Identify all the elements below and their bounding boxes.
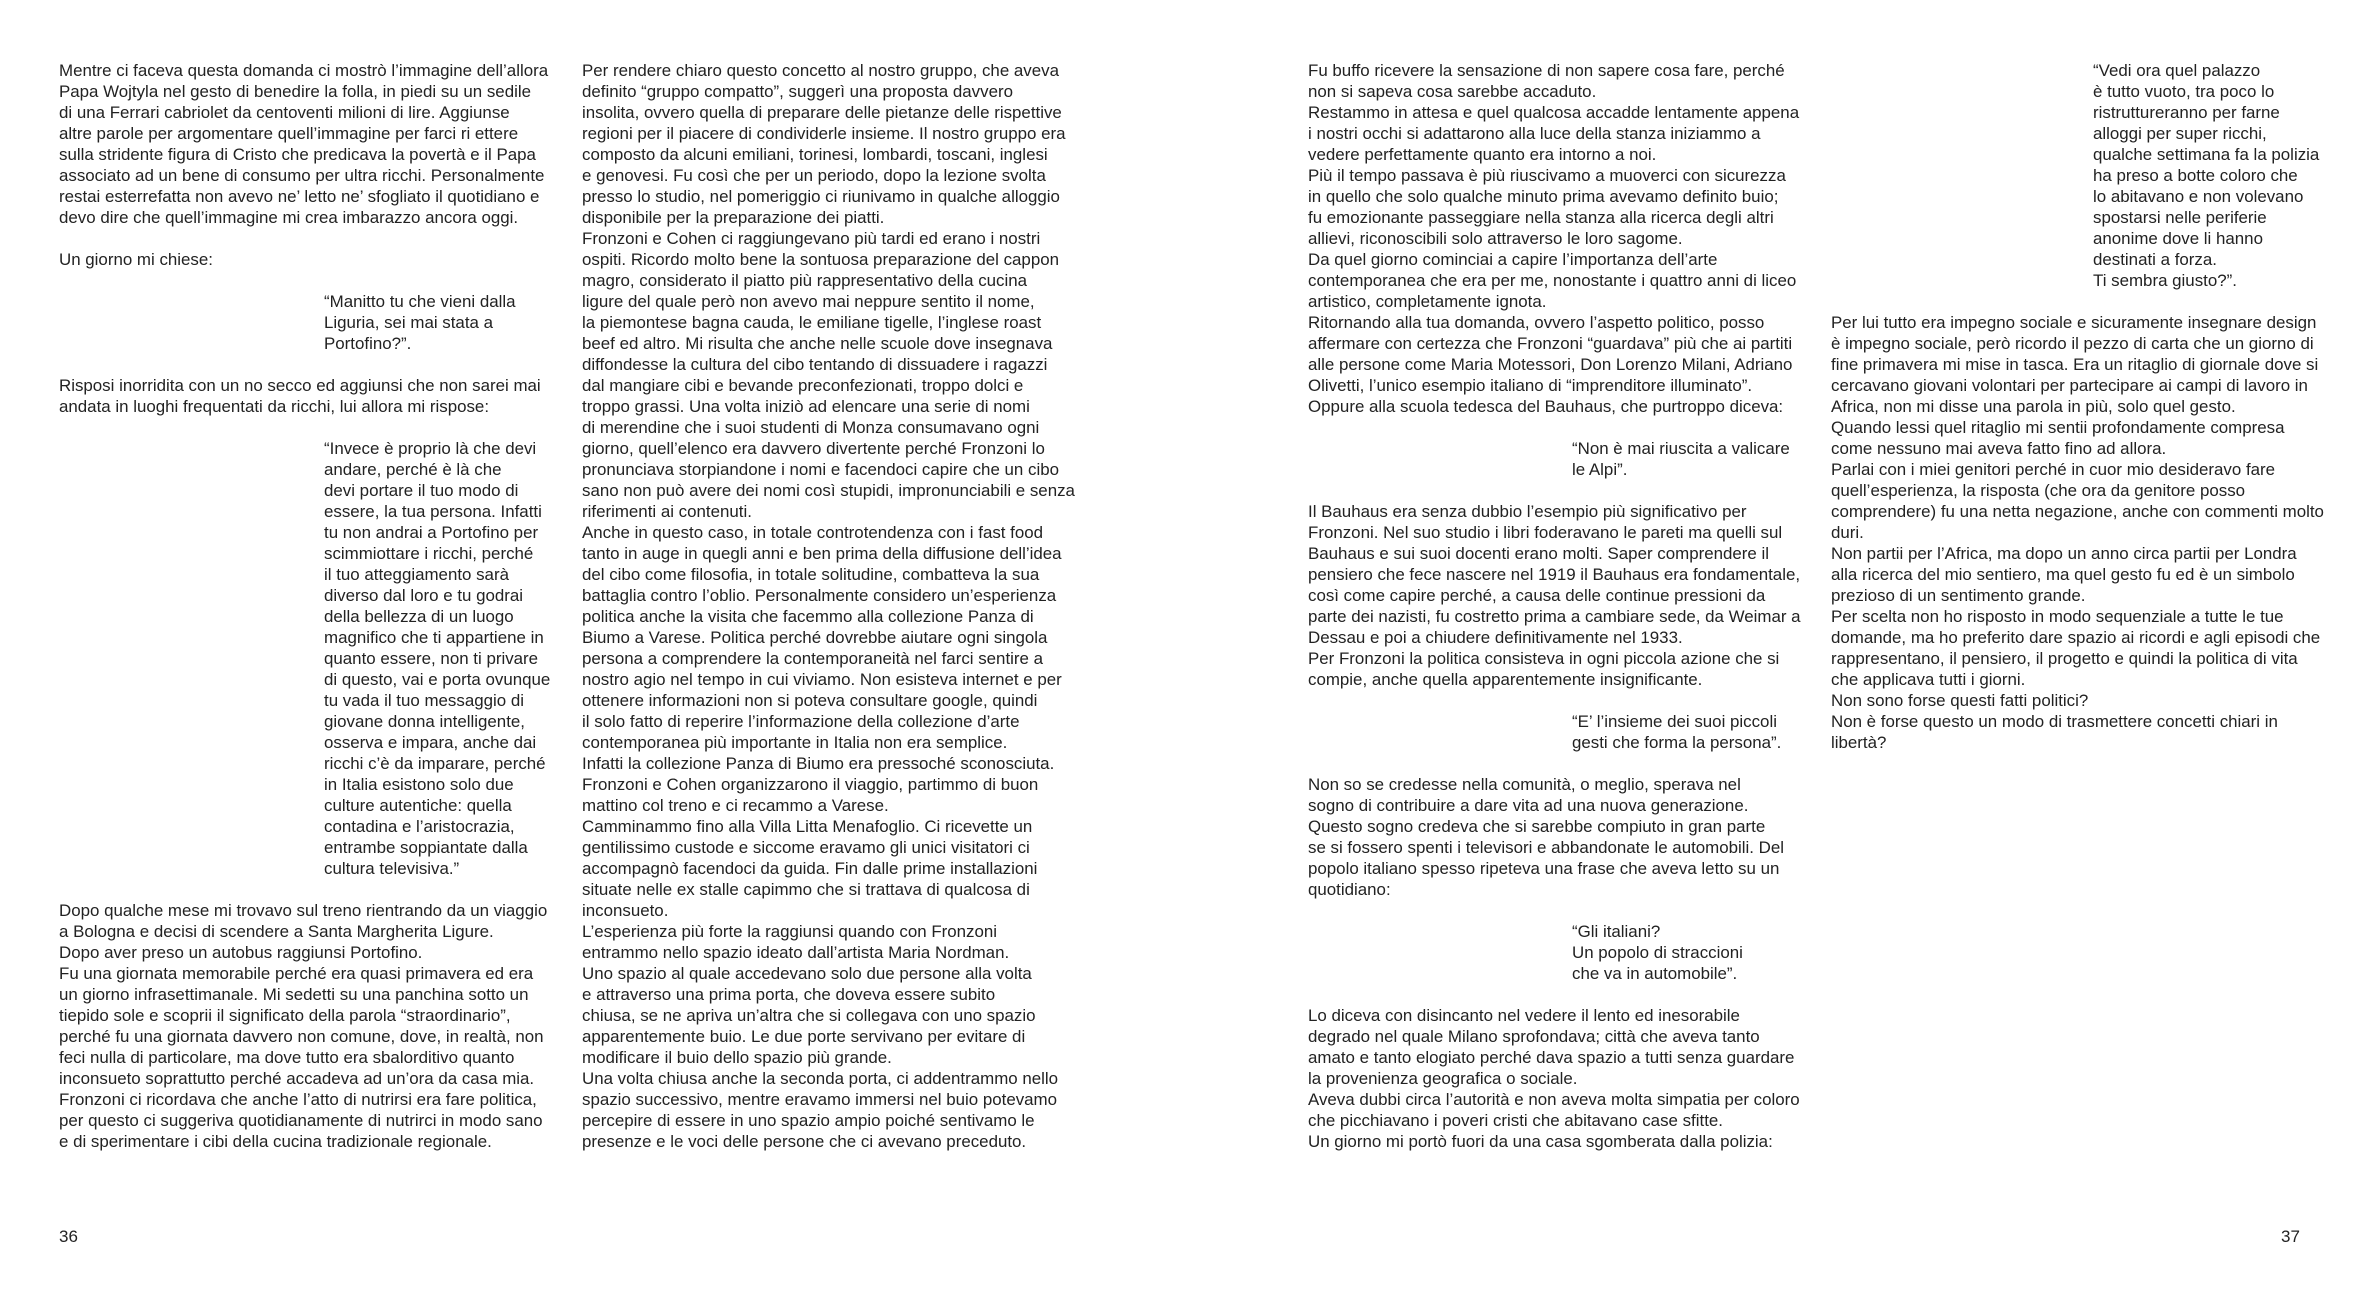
quotation: “E’ l’insieme dei suoi piccoli gesti che forma la persona”. — [1572, 712, 1782, 752]
paragraph: Mentre ci faceva questa domanda ci mostrò l’immagine dell’allora Papa Wojtyla nel gesto di benedire la folla, in piedi su un sedile di una Ferrari cabriolet da centoventi milioni di lire. Aggiunse altre parole per argomentare quell’immagine per farci ri ettere sulla stridente figura di Cristo che predicava la povertà e il Papa associato ad un bene di consumo per ultra ricchi. Personalmente restai esterrefatta non avevo ne’ letto ne’ sfogliato il quotidiano e devo dire che quell’immagine mi crea imbarazzo ancora oggi. — [59, 61, 549, 227]
page-number-left: 36 — [59, 1227, 78, 1246]
quotation: “Vedi ora quel palazzo è tutto vuoto, tra poco lo ristruttureranno per farne alloggi per super ricchi, qualche settimana fa la polizia ha preso a botte coloro che lo abitavano e non volevano spostarsi nelle periferie anonime dove li hanno destinati a forza. Ti sembra giusto?”. — [2093, 61, 2320, 290]
right-page-column-2 — [1831, 60, 2331, 753]
paragraph: Il Bauhaus era senza dubbio l’esempio più significativo per Fronzoni. Nel suo studio i libri foderavano le pareti ma quelli sul Bauhaus e sui suoi docenti erano molti. Saper comprendere il pensiero che fece nascere nel 1919 il Bauhaus era fondamentale, così come capire perché, a causa delle continue pressioni da parte dei nazisti, fu costretto prima a cambiare sede, da Weimar a Dessau e poi a chiudere definitivamente nel 1933. Per Fronzoni la politica consisteva in ogni piccola azione che si compie, anche quella apparentemente insignificante. — [1308, 502, 1801, 689]
page-number-right: 37 — [2281, 1227, 2300, 1246]
quotation: “Non è mai riuscita a valicare le Alpi”. — [1572, 439, 1790, 479]
paragraph: Risposi inorridita con un no secco ed aggiunsi che non sarei mai andata in luoghi frequentati da ricchi, lui allora mi rispose: — [59, 376, 541, 416]
left-page-column-2 — [582, 60, 1082, 1152]
paragraph: Lo diceva con disincanto nel vedere il lento ed inesorabile degrado nel quale Milano sprofondava; città che aveva tanto amato e tanto elogiato perché dava spazio a tutti senza guardare la provenienza geografica o sociale. Aveva dubbi circa l’autorità e non aveva molta simpatia per coloro che picchiavano i poveri cristi che abitavano case sfitte. Un giorno mi portò fuori da una casa sgomberata dalla polizia: — [1308, 1006, 1800, 1151]
paragraph: Non so se credesse nella comunità, o meglio, sperava nel sogno di contribuire a dare vita ad una nuova generazione. Questo sogno credeva che si sarebbe compiuto in gran parte se si fossero spenti i televisori e abbandonate le automobili. Del popolo italiano spesso ripeteva una frase che aveva letto su un quotidiano: — [1308, 775, 1785, 899]
left-page-column-1 — [59, 60, 559, 1152]
paragraph: Un giorno mi chiese: — [59, 250, 213, 269]
quotation: “Manitto tu che vieni dalla Liguria, sei mai stata a Portofino?”. — [324, 292, 516, 353]
quotation: “Gli italiani? Un popolo di straccioni che va in automobile”. — [1572, 922, 1743, 983]
paragraph: Dopo qualche mese mi trovavo sul treno rientrando da un viaggio a Bologna e decisi di scendere a Santa Margherita Ligure. Dopo aver preso un autobus raggiunsi Portofino. Fu una giornata memorabile perché era quasi primavera ed era un giorno infrasettimanale. Mi sedetti su una panchina sotto un tiepido sole e scoprii il significato della parola “straordinario”, perché fu una giornata davvero non comune, dove, in realtà, non feci nulla di particolare, ma dove tutto era sbalorditivo quanto inconsueto soprattutto perché accadeva ad un’ora da casa mia. Fronzoni ci ricordava che anche l’atto di nutrirsi era fare politica, per questo ci suggeriva quotidianamente di nutrirci in modo sano e di sperimentare i cibi della cucina tradizionale regionale. — [59, 901, 548, 1151]
quotation: “Invece è proprio là che devi andare, perché è là che devi portare il tuo modo di essere, la tua persona. Infatti tu non andrai a Portofino per scimmiottare i ricchi, perché il tuo atteggiamento sarà diverso dal loro e tu godrai della bellezza di un luogo magnifico che ti appartiene in quanto essere, non ti privare di questo, vai e porta ovunque tu vada il tuo messaggio di giovane donna intelligente, osserva e impara, anche dai ricchi c’è da imparare, perché in Italia esistono solo due culture autentiche: quella contadina e l’aristocrazia, entrambe soppiantate dalla cultura televisiva.” — [324, 439, 551, 878]
paragraph: Per rendere chiaro questo concetto al nostro gruppo, che aveva definito “gruppo compatto”, suggerì una proposta davvero insolita, ovvero quella di preparare delle pietanze delle rispettive regioni per il piacere di condividerle insieme. Il nostro gruppo era composto da alcuni emiliani, torinesi, lombardi, toscani, inglesi e genovesi. Fu così che per un periodo, dopo la lezione svolta presso lo studio, nel pomeriggio ci riunivamo in qualche alloggio disponibile per la preparazione dei piatti. Fronzoni e Cohen ci raggiungevano più tardi ed erano i nostri ospiti. Ricordo molto bene la sontuosa preparazione del cappon magro, considerato il piatto più rappresentativo della cucina ligure del quale però non avevo mai neppure sentito il nome, la piemontese bagna cauda, le emiliane tigelle, l’inglese roast beef ed altro. Mi risulta che anche nelle scuole dove insegnava diffondesse la cultura del cibo tentando di dissuadere i ragazzi dal mangiare cibi e bevande preconfezionati, troppo dolci e troppo grassi. Una volta iniziò ad elencare una serie di nomi di merendine che i suoi studenti di Monza consumavano ogni giorno, quell’elenco era davvero divertente perché Fronzoni lo pronunciava storpiandone i nomi e facendoci capire che un cibo sano non può avere dei nomi così stupidi, impronunciabili e senza riferimenti ai contenuti. Anche in questo caso, in totale controtendenza con i fast food tanto in auge in quegli anni e ben prima della diffusione dell’idea del cibo come filosofia, in totale solitudine, combatteva la sua battaglia contro l’oblio. Personalmente considero un’esperienza politica anche la visita che facemmo alla collezione Panza di Biumo a Varese. Politica perché dovrebbe aiutare ogni singola persona a comprendere la contemporaneità nel farci sentire a nostro agio nel tempo in cui viviamo. Non esisteva internet e per ottenere informazioni non si poteva consultare google, quindi il solo fatto di reperire l’informazione della collezione d’arte contemporanea più importante in Italia non era semplice. Infatti la collezione Panza di Biumo era pressoché sconosciuta. Fronzoni e Cohen organizzarono il viaggio, partimmo di buon mattino col treno e ci recammo a Varese. Camminammo fino alla Villa Litta Menafoglio. Ci ricevette un gentilissimo custode e siccome eravamo gli unici visitatori ci accompagnò facendoci da guida. Fin dalle prime installazioni situate nelle ex stalle capimmo che si trattava di qualcosa di inconsueto. L’esperienza più forte la raggiunsi quando con Fronzoni entrammo nello spazio ideato dall’artista Maria Nordman. Uno spazio al quale accedevano solo due persone alla volta e attraverso una prima porta, che doveva essere subito chiusa, se ne apriva un’altra che si collegava con uno spazio apparentemente buio. Le due porte servivano per evitare di modificare il buio dello spazio più grande. Una volta chiusa anche la seconda porta, ci addentrammo nello spazio successivo, mentre eravamo immersi nel buio potevamo percepire di essere in uno spazio ampio poiché sentivamo le presenze e le voci delle persone che ci avevano preceduto. — [582, 61, 1075, 1151]
paragraph: Fu buffo ricevere la sensazione di non sapere cosa fare, perché non si sapeva cosa sarebbe accaduto. Restammo in attesa e quel qualcosa accadde lentamente appena i nostri occhi si adattarono alla luce della stanza iniziammo a vedere perfettamente quanto era intorno a noi. Più il tempo passava è più riuscivamo a muoverci con sicurezza in quello che solo qualche minuto prima avevamo definito buio; fu emozionante passeggiare nella stanza alla ricerca degli altri allievi, riconoscibili solo attraverso le loro sagome. Da quel giorno cominciai a capire l’importanza dell’arte contemporanea che era per me, nonostante i quattro anni di liceo artistico, completamente ignota. Ritornando alla tua domanda, ovvero l’aspetto politico, posso affermare con certezza che Fronzoni “guardava” più che ai partiti alle persone come Maria Motessori, Don Lorenzo Milani, Adriano Olivetti, l’unico esempio italiano di “imprenditore illuminato”. Oppure alla scuola tedesca del Bauhaus, che purtroppo diceva: — [1308, 61, 1800, 416]
paragraph: Per lui tutto era impegno sociale e sicuramente insegnare design è impegno sociale, però ricordo il pezzo di carta che un giorno di fine primavera mi mise in tasca. Era un ritaglio di giornale dove si cercavano giovani volontari per partecipare ai campi di lavoro in Africa, non mi disse una parola in più, solo quel gesto. Quando lessi quel ritaglio mi sentii profondamente compresa come nessuno mai aveva fatto fino ad allora. Parlai con i miei genitori perché in cuor mio desideravo fare quell’esperienza, la risposta (che ora da genitore posso comprendere) fu una netta negazione, anche con commenti molto duri. Non partii per l’Africa, ma dopo un anno circa partii per Londra alla ricerca del mio sentiero, ma quel gesto fu ed è un simbolo prezioso di un sentimento grande. Per scelta non ho risposto in modo sequenziale a tutte le tue domande, ma ho preferito dare spazio ai ricordi e agli episodi che rappresentano, il pensiero, il progetto e quindi la politica di vita che applicava tutti i giorni. Non sono forse questi fatti politici? Non è forse questo un modo di trasmettere concetti chiari in libertà? — [1831, 313, 2324, 752]
right-page-column-1 — [1308, 60, 1808, 1152]
